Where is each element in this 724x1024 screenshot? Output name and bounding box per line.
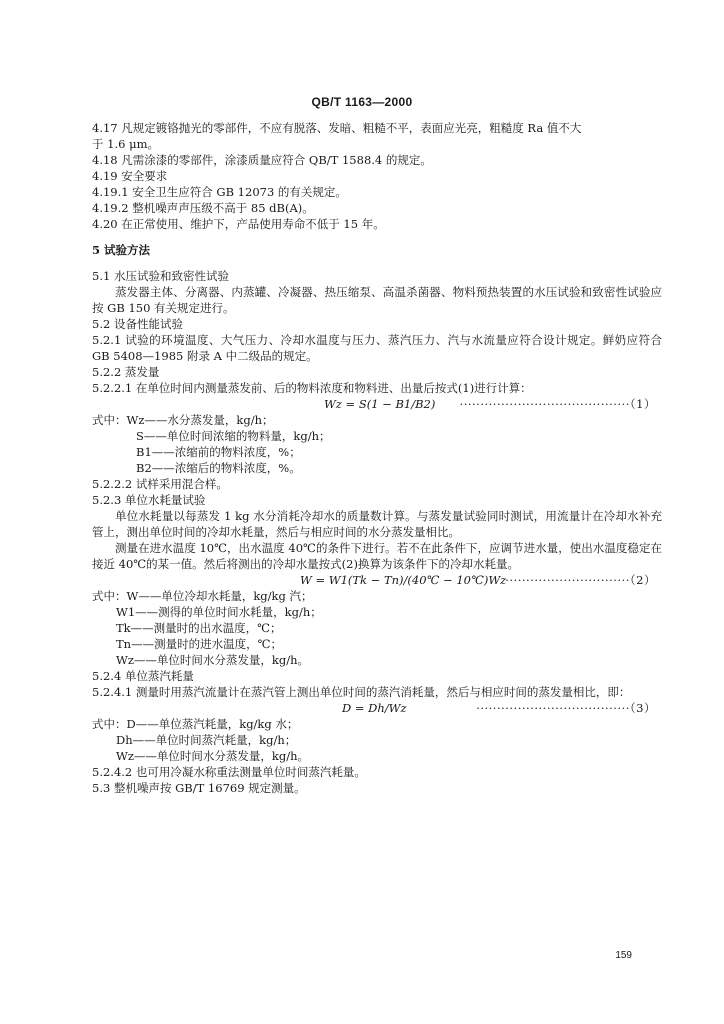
- text-line: 式中：D——单位蒸汽耗量，kg/kg 水；: [92, 717, 299, 731]
- text-line: 5.2.4.2 也可用冷凝水称重法测量单位时间蒸汽耗量。: [92, 765, 366, 779]
- text-line: 5.2.1 试验的环境温度、大气压力、冷却水温度与压力、蒸汽压力、汽与水流量应符合设计规定。鲜奶应符合 GB 5408—1985 附录 A 中二级品的规定。: [92, 333, 662, 363]
- text-line: B1——浓缩前的物料浓度，%；: [136, 445, 301, 459]
- section-heading: 5 试验方法: [92, 243, 151, 257]
- equation: Wz = S(1 − B1/B2): [324, 397, 436, 411]
- text-line: Dh——单位时间蒸汽耗量，kg/h；: [116, 733, 297, 747]
- text-line: Wz——单位时间水分蒸发量，kg/h。: [116, 749, 309, 763]
- text-line: 5.2.2.2 试样采用混合样。: [92, 477, 228, 491]
- text-line: 4.20 在正常使用、维护下，产品使用寿命不低于 15 年。: [92, 217, 385, 231]
- text-line: 式中：W——单位冷却水耗量，kg/kg 汽；: [92, 589, 313, 603]
- text-line: Tn——测量时的进水温度，℃；: [116, 637, 282, 651]
- text-line: 4.19 安全要求: [92, 169, 168, 183]
- text-line: B2——浓缩后的物料浓度，%。: [136, 461, 301, 475]
- text-line: 5.2 设备性能试验: [92, 317, 183, 331]
- page-number: 159: [615, 950, 632, 961]
- text-line: 5.2.3 单位水耗量试验: [92, 493, 206, 507]
- text-line: 测量在进水温度 10℃，出水温度 40℃的条件下进行。若不在此条件下，应调节进水量，使出水温度稳定在接近 40℃的某一值。然后将测出的冷却水量按式(2)换算为该条件下的冷却水耗量。: [92, 541, 662, 571]
- equation-number: ·····································（3）: [476, 701, 656, 715]
- equation: D = Dh/Wz: [342, 701, 407, 715]
- text-line: Tk——测量时的出水温度，℃；: [116, 621, 282, 635]
- text-line: 4.19.2 整机噪声声压级不高于 85 dB(A)。: [92, 201, 314, 215]
- text-line: 5.2.2 蒸发量: [92, 365, 160, 379]
- text-line: 4.19.1 安全卫生应符合 GB 12073 的有关规定。: [92, 185, 347, 199]
- document-body: [92, 120, 662, 796]
- text-line: W1——测得的单位时间水耗量，kg/h；: [116, 605, 322, 619]
- equation-row: [92, 700, 662, 716]
- text-line: 5.3 整机噪声按 GB/T 16769 规定测量。: [92, 781, 306, 795]
- text-line: 5.2.4 单位蒸汽耗量: [92, 669, 194, 683]
- text-line: Wz——单位时间水分蒸发量，kg/h。: [116, 653, 309, 667]
- text-line: 5.2.4.1 测量时用蒸汽流量计在蒸汽管上测出单位时间的蒸汽消耗量，然后与相应时间的蒸发量相比，即：: [92, 685, 631, 699]
- text-line: 4.17 凡规定镀铬抛光的零部件，不应有脱落、发暗、粗糙不平，表面应光亮，粗糙度 Ra 值不大: [92, 121, 582, 135]
- equation: W = W1(Tk − Tn)/(40℃ − 10℃)Wz: [300, 573, 507, 587]
- text-line: 蒸发器主体、分离器、内蒸罐、冷凝器、热压缩泵、高温杀菌器、物料预热装置的水压试验和致密性试验应按 GB 150 有关规定进行。: [92, 285, 662, 315]
- text-line: 5.2.2.1 在单位时间内测量蒸发前、后的物料浓度和物料进、出量后按式(1)进行计算：: [92, 381, 532, 395]
- text-line: S——单位时间浓缩的物料量，kg/h；: [136, 429, 331, 443]
- equation-row: [92, 572, 662, 588]
- text-line: 式中：Wz——水分蒸发量，kg/h；: [92, 413, 274, 427]
- text-line: 单位水耗量以每蒸发 1 kg 水分消耗冷却水的质量数计算。与蒸发量试验同时测试，用流量计在冷却水补充管上，测出单位时间的冷却水耗量，然后与相应时间的水分蒸发量相比。: [92, 509, 662, 539]
- text-line: 于 1.6 μm。: [92, 137, 159, 151]
- equation-number: ·········································（1）: [459, 397, 656, 411]
- text-line: 4.18 凡需涂漆的零部件，涂漆质量应符合 QB/T 1588.4 的规定。: [92, 153, 432, 167]
- equation-row: [92, 396, 662, 412]
- document-header: QB/T 1163—2000: [311, 95, 413, 109]
- text-line: 5.1 水压试验和致密性试验: [92, 269, 229, 283]
- equation-number: ······························（2）: [505, 573, 656, 587]
